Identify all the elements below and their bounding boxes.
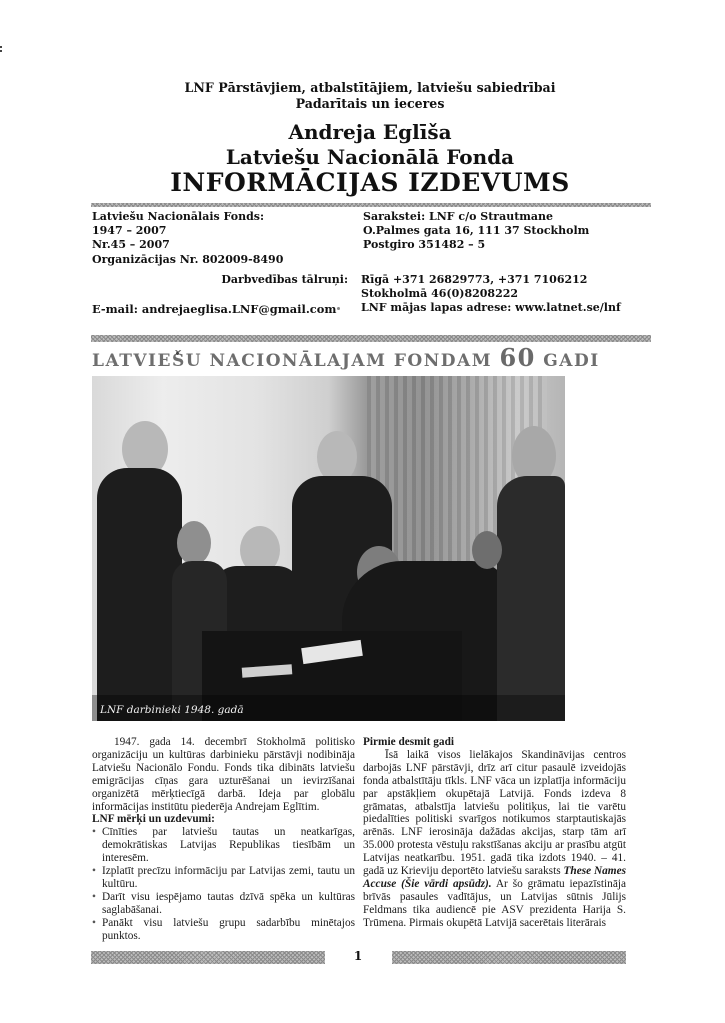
banner-heading xyxy=(92,344,652,375)
issue-number: Nr.45 – 2007 xyxy=(92,238,170,252)
banner-text-part2: GADI xyxy=(543,351,600,371)
website[interactable]: LNF mājas lapas adrese: www.latnet.se/lnf xyxy=(361,301,621,315)
photo-figure-body xyxy=(97,468,182,721)
header-title-line1: Andreja Eglīša xyxy=(288,120,452,144)
goal-item: • Darīt visu iespējamo tautas dzīvā spēka un kultūras saglabāšanai. xyxy=(92,891,355,917)
header-title-line2: Latviešu Nacionālā Fonda xyxy=(225,145,515,169)
banner-text-part1: LATVIEŠU NACIONĀLAJAM FONDAM xyxy=(92,351,493,371)
phone-riga: Rīgā +371 26829773, +371 7106212 xyxy=(361,273,588,286)
photo-figure-body xyxy=(497,476,565,721)
photo-figure-head xyxy=(472,531,502,569)
photo-caption: LNF darbinieki 1948. gadā xyxy=(100,704,244,716)
goal-item: • Izplatīt precīzu informāciju par Latvijas zemi, tautu un kultūru. xyxy=(92,865,355,891)
left-column xyxy=(92,736,355,943)
footer-bar-right xyxy=(392,951,626,964)
org-name: Latviešu Nacionālais Fonds: xyxy=(92,210,265,223)
goal-item: • Panākt visu latviešu grupu sadarbību minētajos punktos. xyxy=(92,917,355,943)
info-right xyxy=(363,210,589,253)
intro-paragraph: 1947. gada 14. decembrī Stokholmā politisko organizāciju un kultūras darbinieku pārstāvji nodibināja Latviešu Nacionālo Fondu. Fonds tika dibināts latviešu emigrācijas cīņas gara uzturēšanai un ievirzīšanai organizētā mērķtiecīgā darbā. Ideja par globālu informācijas institūtu piederēja Andrejam Eglītim. xyxy=(92,736,355,813)
paragraph-text-after: Ar šo grāmatu iepazīstināja brīvās pasaules vadītājus, un Latvijas sūtnis Jūlijs Feldmans tika audiencē pie ASV prezidenta Harija S. Trūmena. Pirmais okupētā Latvijā sacerētais literārais xyxy=(363,877,626,929)
page-number: 1 xyxy=(353,949,363,963)
right-column xyxy=(363,736,626,930)
paragraph-text-before: Īsā laikā visos lielākajos Skandināvijas centros darbojās LNF pārstāvji, drīz arī citur pasaulē izveidojās fonda atbalstītāju tīkls. LNF vāca un izplatīja informāciju par apstākļiem okupētajā Latvijā. Fonds izdeva 8 grāmatas, atbalstīja latviešu politiķus, lai tie varētu piedalīties politiski svarīgos notikumos starptautiskajās arēnās. LNF ierosināja dažādas akcijas, starp tām arī 35.000 protesta vēstuļu rakstīšanas akciju ar prasību atgūt Latvijas neatkarību. 1951. gadā tika izdots 1940. – 41. gadā uz Krieviju deportēto latviešu saraksts xyxy=(363,748,626,878)
phone-stockholm: Stokholmā 46(0)8208222 xyxy=(361,287,519,301)
photo-figure-head xyxy=(177,521,211,565)
separator-bar-middle xyxy=(91,335,651,342)
section-heading: Pirmie desmit gadi xyxy=(363,736,454,748)
header-title-line3: INFORMĀCIJAS IZDEVUMS xyxy=(170,168,570,197)
separator-bar-top xyxy=(91,203,651,207)
section-paragraph xyxy=(363,749,626,930)
goal-item: • Cīnīties par latviešu tautas un neatkarīgas, demokrātiskas Latvijas Republikas tiesībām un interesēm. xyxy=(92,826,355,865)
book-title: These Names Accuse (Šie vārdi apsūdz). xyxy=(363,865,627,890)
info-left xyxy=(92,210,283,267)
separator-dot xyxy=(337,307,340,310)
photo-lnf-staff-1948 xyxy=(92,376,565,721)
goals-list xyxy=(92,826,355,942)
phones-label: Darbvedības tālruņi: xyxy=(221,273,348,286)
goals-heading: LNF mērķi un uzdevumi: xyxy=(92,813,215,826)
scan-edge-mark xyxy=(0,46,4,52)
footer-bar-left xyxy=(91,951,325,964)
header-subtitle-line2: Padarītais un ieceres xyxy=(295,96,445,111)
correspondence-address: Sarakstei: LNF c/o Strautmane xyxy=(363,210,554,223)
street-address: O.Palmes gata 16, 111 37 Stockholm xyxy=(363,224,590,238)
email[interactable]: E-mail: andrejaeglisa.LNF@gmail.com xyxy=(92,302,337,316)
phones-list xyxy=(361,273,621,316)
org-years: 1947 – 2007 xyxy=(92,224,167,238)
org-number: Organizācijas Nr. 802009-8490 xyxy=(92,252,284,266)
banner-number: 60 xyxy=(499,343,536,372)
postgiro: Postgiro 351482 – 5 xyxy=(363,238,486,252)
header-subtitle-line1: LNF Pārstāvjiem, atbalstītājiem, latviešu sabiedrībai xyxy=(184,80,556,95)
